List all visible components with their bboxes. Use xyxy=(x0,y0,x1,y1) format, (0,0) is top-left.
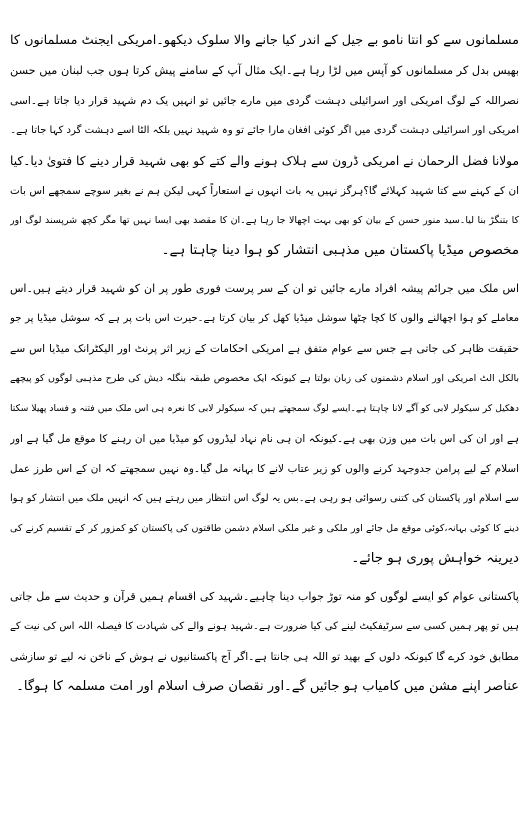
text-line: اس ملک میں جرائم پیشہ افراد مارے جائیں تو ان کے سر پرست فوری طور پر ان کو شہید قرار دیتے ہیں۔اس xyxy=(10,282,519,295)
text-line: سے اسلام اور پاکستان کی کتنی رسوائی ہو رہی ہے۔بس یہ لوگ اس انتظار میں رہتے ہیں کہ انہیں ملک میں انتشار کو ہوا xyxy=(10,493,519,504)
paragraph-2 xyxy=(10,146,519,266)
text-line: دھکیل کر سیکولر لابی کو آگے لانا چاہتا ہے۔ایسے لوگ سمجھتے ہیں کہ سیکولر لابی کا نعرہ ہی اس ملک میں فتنہ و فساد پھیلا سکتا xyxy=(10,403,519,414)
text-line: دیرینہ خواہش پوری ہو جائے۔ xyxy=(351,551,519,566)
text-line: امریکی اور اسرائیلی دہشت گردی میں اگر کوئی افغان مارا جائے تو وہ شہید نہیں بلکہ الٹا اسے دہشت گرد کہا جاتا ہے۔ xyxy=(10,125,519,136)
text-line: معاملے کو ہوا اچھالنے والوں کا کچا چٹھا سوشل میڈیا کھل کر بیان کرتا ہے۔حیرت اس بات پر ہے کہ سوشل میڈیا پر جو xyxy=(10,313,519,324)
text-line: پاکستانی عوام کو ایسے لوگوں کو منہ توڑ جواب دینا چاہیے۔شہید کی اقسام ہمیں قرآن و حدیث سے مل جاتی xyxy=(10,590,519,603)
paragraph-spacer xyxy=(10,574,519,582)
paragraph-spacer xyxy=(10,266,519,274)
text-line: مخصوص میڈیا پاکستان میں مذہبی انتشار کو ہوا دینا چاہتا ہے۔ xyxy=(161,243,519,258)
text-line: بالکل الٹ امریکی اور اسلام دشمنوں کی زبان بولتا ہے کیونکہ ایک مخصوص طبقہ بنگلہ دیش کی طرح مذہبی لوگوں کو پیچھے xyxy=(10,373,519,384)
text-line: ان کے کہنے سے کتا شہید کہلائے گا؟ہرگز نہیں یہ بات انہوں نے استعاراً کہی لیکن ہم نے بغیر سوچے سمجھے اس بات xyxy=(10,185,519,197)
text-line: کا بتنگڑ بنا لیا۔سید منور حسن کے بیان کو بھی بہت اچھالا جا رہا ہے۔ان کا مقصد بھی ایسا نہیں تھا مگر کچھ شرپسند لوگ اور xyxy=(10,215,519,226)
text-line: مسلمانوں سے کو انتا نامو بے جیل کے اندر کیا جانے والا سلوک دیکھو۔امریکی ایجنٹ مسلمانوں کا xyxy=(10,33,519,48)
text-line: حقیقت ظاہر کی جاتی ہے جس سے عوام متفق ہے امریکی احکامات کے زیر اثر پرنٹ اور الیکٹرانک میڈیا اس سے xyxy=(10,342,519,355)
text-line: مطابق خود کرے گا کیونکہ دلوں کے بھید تو اللہ ہی جانتا ہے۔اگر آج پاکستانیوں نے ہوش کے ناخن نہ لیے تو سازشی xyxy=(10,650,519,663)
paragraph-1 xyxy=(10,26,519,146)
paragraph-3 xyxy=(10,274,519,574)
text-line: اسلام کے لیے پرامن جدوجہد کرنے والوں کو زیر عتاب لانے کا بہانہ مل گیا۔وہ نہیں سمجھتے کہ ان کے اس طرز عمل xyxy=(10,463,519,475)
text-line: نصراللہ کے لوگ امریکی اور اسرائیلی دہشت گردی میں مارے جائیں تو انہیں یک دم شہید قرار دیا جاتا ہے۔اسی xyxy=(10,94,519,107)
text-line: ہے اور ان کی اس بات میں وزن بھی ہے۔کیونکہ ان ہی نام نہاد لیڈروں کو میڈیا میں ان رہنے کا موقع مل گیا ہے اور xyxy=(10,433,519,445)
text-line: بھیس بدل کر مسلمانوں کو آپس میں لڑا رہا ہے۔ایک مثال آپ کے سامنے پیش کرتا ہوں جب لبنان میں حسن xyxy=(10,64,519,77)
text-line: عناصر اپنے مشن میں کامیاب ہو جائیں گے۔اور نقصان صرف اسلام اور امت مسلمہ کا ہوگا۔ xyxy=(16,679,519,694)
text-line: ہیں تو پھر ہمیں کسی سے سرٹیفکیٹ لینے کی کیا ضرورت ہے۔شہید ہونے والے کی شہادت کا فیصلہ اللہ اس کی نیت کے xyxy=(10,621,519,632)
text-line: مولانا فضل الرحمان نے امریکی ڈرون سے ہلاک ہونے والے کتے کو بھی شہید قرار دینے کا فتویٰ دیا۔کیا xyxy=(10,154,519,168)
text-line: دینے کا کوئی بہانہ،کوئی موقع مل جائے اور ملکی و غیر ملکی اسلام دشمن طاقتوں کی پاکستان کو کمزور کر کے تقسیم کرنے کی xyxy=(10,523,519,534)
paragraph-4 xyxy=(10,582,519,702)
